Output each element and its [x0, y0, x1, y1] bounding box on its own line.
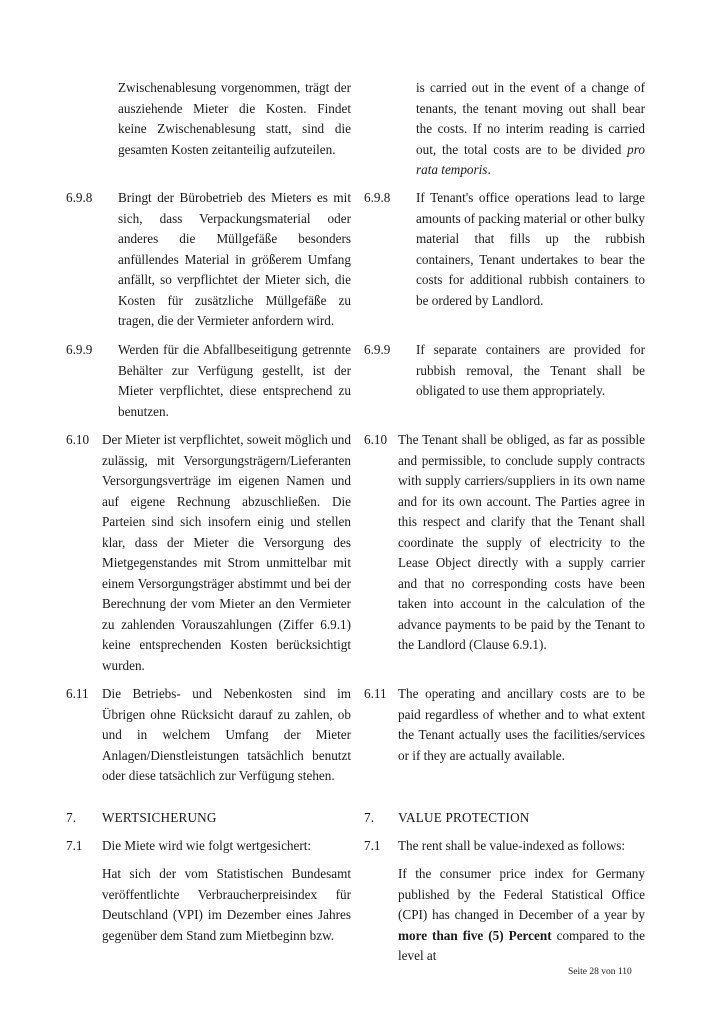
de-section-6-10: Der Mieter ist verpflichtet, soweit möglich und zulässig, mit Versorgungsträgern/Lieferanten Versorgungsverträge im eigenen Namen und auf eigene Rechnung abzuschließen. Die Parteien sind sich insofern einig und stellen klar, dass der Mieter die Versorgung des Mietgegenstandes mit Strom unmittelbar mit einem Versorgungsträger abstimmt und bei der Berechnung der vom Mieter an den Vermieter zu zahlenden Vorauszahlungen (Ziffer 6.9.1) keine entsprechenden Kosten berücksichtigt wurden. [102, 432, 351, 673]
de-section-heading-7: WERTSICHERUNG [102, 810, 217, 825]
en-section-6-11: The operating and ancillary costs are to be paid regardless of whether and to what extent the Tenant actually uses the facilities/services or if they are actually available. [398, 686, 645, 763]
en-section-7-1-intro: The rent shall be value-indexed as follows: [398, 838, 626, 853]
en-7-1-body-end: compared to the level at [398, 927, 645, 963]
de-section-number-6-10: 6.10 [66, 432, 90, 447]
de-section-number-6-11: 6.11 [66, 686, 89, 701]
en-section-number-7: 7. [364, 810, 375, 825]
en-continuation-paragraph [416, 78, 645, 181]
de-section-7-1-intro: Die Miete wird wie folgt wertgesichert: [102, 838, 312, 853]
en-7-1-body-bold: more than five (5) Percent [398, 927, 552, 943]
de-section-number-6-9-9: 6.9.9 [66, 342, 93, 357]
page-number-footer: Seite 28 von 110 [568, 967, 632, 977]
en-7-1-body-text: If the consumer price index for Germany published by the Federal Statistical Office (CPI) has changed in December of a year by [398, 866, 645, 922]
en-section-number-6-9-9: 6.9.9 [364, 342, 391, 357]
en-section-6-9-8: If Tenant's office operations lead to large amounts of packing material or other bulky material that fills up the rubbish containers, Tenant undertakes to bear the costs for additional rubbish containers to be ordered by Landlord. [416, 190, 645, 308]
de-section-number-7: 7. [66, 810, 77, 825]
en-continuation-text: is carried out in the event of a change of tenants, the tenant moving out shall bear the costs. If no interim reading is carried out, the total costs are to be divided [416, 80, 645, 157]
en-continuation-italic: pro rata temporis [416, 141, 645, 177]
de-continuation-paragraph: Zwischenablesung vorgenommen, trägt der ausziehende Mieter die Kosten. Findet keine Zwischenablesung statt, sind die gesamten Kosten zeitanteilig aufzuteilen. [118, 80, 351, 157]
de-section-6-9-9: Werden für die Abfallbeseitigung getrennte Behälter zur Verfügung gestellt, ist der Mieter verpflichtet, diese entsprechend zu benutzen. [118, 342, 351, 419]
de-section-number-6-9-8: 6.9.8 [66, 190, 93, 205]
en-section-6-9-9: If separate containers are provided for rubbish removal, the Tenant shall be obligated to use them appropriately. [416, 342, 645, 398]
de-section-number-7-1: 7.1 [66, 838, 83, 853]
en-section-number-6-9-8: 6.9.8 [364, 190, 391, 205]
en-section-heading-7: VALUE PROTECTION [398, 810, 530, 825]
en-section-6-10: The Tenant shall be obliged, as far as possible and permissible, to conclude supply contracts with supply carriers/suppliers in its own name and for its own account. The Parties agree in this respect and clarify that the Tenant shall coordinate the supply of electricity to the Lease Object directly with a supply carrier and that no corresponding costs have been taken into account in the calculation of the advance payments to be paid by the Tenant to the Landlord (Clause 6.9.1). [398, 432, 645, 652]
en-section-number-7-1: 7.1 [364, 838, 381, 853]
en-section-number-6-11: 6.11 [364, 686, 387, 701]
de-section-7-1-body: Hat sich der vom Statistischen Bundesamt veröffentlichte Verbraucherpreisindex für Deutschland (VPI) im Dezember eines Jahres gegenüber dem Stand zum Mietbeginn bzw. [102, 866, 351, 943]
de-section-6-9-8: Bringt der Bürobetrieb des Mieters es mit sich, dass Verpackungsmaterial oder anderes die Müllgefäße besonders anfüllendes Material in größerem Umfang anfällt, so verpflichtet der Mieter sich, die Kosten für zusätzliche Müllgefäße zu tragen, die der Vermieter anfordern wird. [118, 190, 351, 328]
en-section-7-1-body [398, 864, 645, 967]
de-section-6-11: Die Betriebs- und Nebenkosten sind im Übrigen ohne Rücksicht darauf zu zahlen, ob und in welchem Umfang der Mieter Anlagen/Dienstleistungen tatsächlich benutzt oder diese tatsächlich zur Verfügung stehen. [102, 686, 351, 783]
en-section-number-6-10: 6.10 [364, 432, 388, 447]
en-continuation-end: . [487, 162, 491, 177]
